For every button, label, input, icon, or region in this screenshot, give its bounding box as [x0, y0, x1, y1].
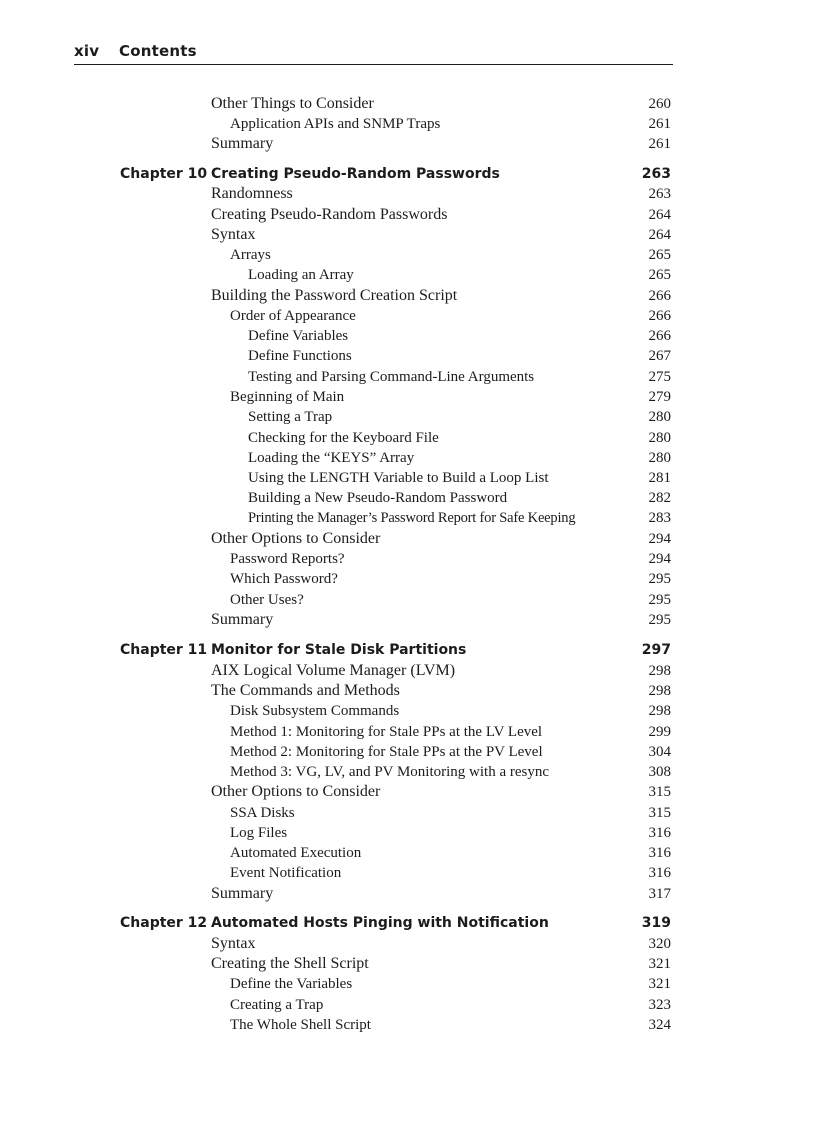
toc-entry[interactable]: [0, 569, 816, 589]
toc-entry-page: 267: [648, 348, 671, 364]
toc-entry[interactable]: [0, 508, 816, 528]
toc-entry-page: 281: [648, 470, 671, 486]
toc-entry-page: 323: [648, 997, 671, 1013]
chapter-label: Chapter 10: [120, 166, 208, 182]
toc-entry-page: 315: [648, 784, 671, 800]
chapter-page: 319: [641, 915, 671, 931]
toc-entry[interactable]: [0, 590, 816, 610]
toc-entry-title: Loading an Array: [248, 267, 354, 283]
toc-entry-title: Creating a Trap: [230, 997, 324, 1013]
toc-entry[interactable]: [0, 265, 816, 285]
toc-entry-page: 280: [648, 409, 671, 425]
chapter-label: Chapter 11: [120, 642, 208, 658]
toc-entry-page: 282: [648, 490, 671, 506]
toc-entry-page: 298: [648, 663, 671, 679]
toc-entry[interactable]: [0, 428, 816, 448]
toc-entry-title: Beginning of Main: [230, 389, 345, 405]
toc-entry-title: Randomness: [211, 185, 293, 202]
toc-entry[interactable]: [0, 782, 816, 802]
toc-entry-page: 316: [648, 825, 671, 841]
toc-entry[interactable]: [0, 94, 816, 114]
toc-entry[interactable]: [0, 610, 816, 630]
toc-entry-title: Setting a Trap: [248, 409, 333, 425]
toc-entry-page: 264: [648, 227, 671, 243]
toc-entry-page: 308: [648, 764, 671, 780]
toc-entry-title: Define Variables: [248, 328, 349, 344]
toc-entry-page: 299: [648, 724, 671, 740]
toc-entry-page: 260: [648, 96, 671, 112]
toc-entry-title: Other Uses?: [230, 592, 304, 608]
toc-entry-title: Disk Subsystem Commands: [230, 703, 400, 719]
toc-entry-title: Which Password?: [230, 571, 338, 587]
toc-entry[interactable]: [0, 722, 816, 742]
chapter-title: Monitor for Stale Disk Partitions: [211, 642, 467, 658]
toc-entry-page: 316: [648, 845, 671, 861]
toc-entry-page: 280: [648, 450, 671, 466]
chapter-page: 297: [641, 642, 671, 658]
toc-entry-page: 275: [648, 369, 671, 385]
toc-entry[interactable]: [0, 134, 816, 154]
toc-entry-page: 295: [648, 571, 671, 587]
toc-entry[interactable]: [0, 488, 816, 508]
toc-entry-page: 266: [648, 328, 671, 344]
toc-entry-page: 294: [648, 531, 671, 547]
toc-entry-title: The Commands and Methods: [211, 682, 400, 699]
toc-entry[interactable]: [0, 762, 816, 782]
toc-entry[interactable]: [0, 661, 816, 681]
toc-entry-title: Other Things to Consider: [211, 95, 374, 112]
toc-entry[interactable]: [0, 114, 816, 134]
toc-entry[interactable]: [0, 326, 816, 346]
toc-entry[interactable]: [0, 954, 816, 974]
toc-entry-page: 279: [648, 389, 671, 405]
toc-entry-page: 264: [648, 207, 671, 223]
toc-entry[interactable]: [0, 245, 816, 265]
toc-entry-title: Creating the Shell Script: [211, 955, 369, 972]
toc-entry-page: 321: [648, 976, 671, 992]
toc-entry-title: Summary: [211, 885, 274, 902]
toc-entry-page: 321: [648, 956, 671, 972]
toc-entry-page: 280: [648, 430, 671, 446]
toc-entry[interactable]: [0, 863, 816, 883]
toc-entry-page: 295: [648, 592, 671, 608]
page-number-label: xiv: [74, 42, 100, 60]
toc-entry-page: 261: [648, 116, 671, 132]
running-header-title: Contents: [119, 42, 197, 60]
toc-entry[interactable]: [0, 286, 816, 306]
toc-entry[interactable]: [0, 934, 816, 954]
toc-entry-title: Arrays: [230, 247, 271, 263]
running-header: [74, 42, 673, 65]
chapter-heading-10[interactable]: [0, 164, 816, 184]
chapter-heading-11[interactable]: [0, 640, 816, 660]
toc-entry-page: 294: [648, 551, 671, 567]
toc-entry-title: Automated Execution: [230, 845, 362, 861]
toc-entry-page: 324: [648, 1017, 671, 1033]
toc-entry-title: Using the LENGTH Variable to Build a Loop List: [248, 470, 549, 486]
toc-entry-title: Event Notification: [230, 865, 342, 881]
toc-entry-title: Summary: [211, 135, 274, 152]
toc-entry-title: Building a New Pseudo-Random Password: [248, 490, 508, 506]
toc-entry-page: 316: [648, 865, 671, 881]
toc-entry[interactable]: [0, 995, 816, 1015]
toc-entry-page: 320: [648, 936, 671, 952]
toc-entry[interactable]: [0, 184, 816, 204]
toc-entry-title: Building the Password Creation Script: [211, 287, 458, 304]
toc-entry[interactable]: [0, 367, 816, 387]
toc-entry-title: Summary: [211, 611, 274, 628]
toc-entry-title: Method 1: Monitoring for Stale PPs at the LV Level: [230, 724, 543, 740]
toc-entry-title: Password Reports?: [230, 551, 345, 567]
toc-entry[interactable]: [0, 225, 816, 245]
toc-entry[interactable]: [0, 346, 816, 366]
toc-entry-title: AIX Logical Volume Manager (LVM): [211, 662, 456, 679]
toc-entry-page: 298: [648, 703, 671, 719]
toc-entry-title: Syntax: [211, 226, 256, 243]
toc-entry-title: Printing the Manager’s Password Report for Safe Keeping: [248, 510, 576, 526]
toc-entry-title: Log Files: [230, 825, 288, 841]
toc-entry[interactable]: [0, 468, 816, 488]
toc-entry-title: Other Options to Consider: [211, 530, 381, 547]
toc-entry[interactable]: [0, 823, 816, 843]
toc-entry-page: 295: [648, 612, 671, 628]
toc-entry[interactable]: [0, 205, 816, 225]
toc-entry-title: Creating Pseudo-Random Passwords: [211, 206, 448, 223]
toc-entry-page: 298: [648, 683, 671, 699]
toc-entry[interactable]: [0, 529, 816, 549]
toc-entry[interactable]: [0, 387, 816, 407]
toc-entry[interactable]: [0, 681, 816, 701]
toc-entry-title: Syntax: [211, 935, 256, 952]
toc-entry[interactable]: [0, 549, 816, 569]
chapter-title: Automated Hosts Pinging with Notification: [211, 915, 549, 931]
toc-entry-title: Application APIs and SNMP Traps: [230, 116, 441, 132]
toc-entry[interactable]: [0, 407, 816, 427]
toc-entry-title: SSA Disks: [230, 805, 295, 821]
toc-entry-page: 315: [648, 805, 671, 821]
toc-entry-title: Checking for the Keyboard File: [248, 430, 439, 446]
toc-entry[interactable]: [0, 884, 816, 904]
toc-entry-title: Define the Variables: [230, 976, 353, 992]
toc-entry-title: Define Functions: [248, 348, 352, 364]
toc-entry-page: 266: [648, 288, 671, 304]
toc-entry-title: The Whole Shell Script: [230, 1017, 371, 1033]
toc-entry-title: Loading the “KEYS” Array: [248, 450, 415, 466]
toc-entry-page: 263: [648, 186, 671, 202]
toc-entry[interactable]: [0, 974, 816, 994]
chapter-title: Creating Pseudo-Random Passwords: [211, 166, 500, 182]
toc-entry-page: 317: [648, 886, 671, 902]
chapter-label: Chapter 12: [120, 915, 208, 931]
chapter-page: 263: [641, 166, 671, 182]
toc-entry-page: 261: [648, 136, 671, 152]
toc-entry[interactable]: [0, 306, 816, 326]
toc-entry-title: Order of Appearance: [230, 308, 356, 324]
toc-entry-page: 304: [648, 744, 671, 760]
toc-entry[interactable]: [0, 742, 816, 762]
toc-entry-page: 266: [648, 308, 671, 324]
toc-entry-title: Method 2: Monitoring for Stale PPs at the PV Level: [230, 744, 543, 760]
toc-entry[interactable]: [0, 843, 816, 863]
toc-entry-title: Method 3: VG, LV, and PV Monitoring with a resync: [230, 764, 550, 780]
toc-entry-page: 283: [648, 510, 671, 526]
toc-entry-page: 265: [648, 247, 671, 263]
toc-entry[interactable]: [0, 448, 816, 468]
toc-entry[interactable]: [0, 803, 816, 823]
toc-entry-page: 265: [648, 267, 671, 283]
chapter-heading-12[interactable]: [0, 913, 816, 933]
toc-entry[interactable]: [0, 1015, 816, 1035]
toc-entry-title: Other Options to Consider: [211, 783, 381, 800]
toc-entry[interactable]: [0, 701, 816, 721]
toc-entry-title: Testing and Parsing Command-Line Arguments: [248, 369, 535, 385]
